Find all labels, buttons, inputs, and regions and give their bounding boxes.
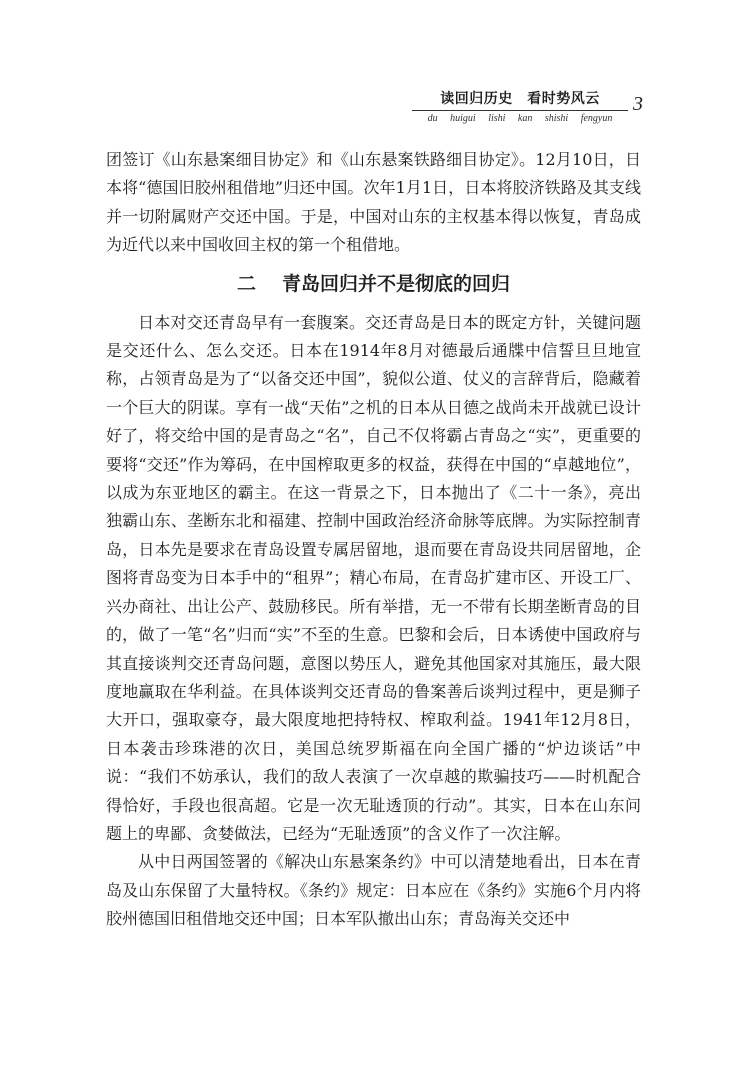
paragraph: 日本对交还青岛早有一套腹案。交还青岛是日本的既定方针，关键问题是交还什么、怎么交还。日本在1914年8月对德最后通牒中信誓旦旦地宣称，占领青岛是为了“以备交还中国”，貌似公道、仗义的言辞背后，隐藏着一个巨大的阴谋。享有一战“天佑”之机的日本从日德之战尚未开战就已设计好了，将交给中国的是青岛之“名”，自己不仅将霸占青岛之“实”，更重要的要将“交还”作为筹码，在中国榨取更多的权益，获得在中国的“卓越地位”，以成为东亚地区的霸主。在这一背景之下，日本抛出了《二十一条》，亮出独霸山东、垄断东北和福建、控制中国政治经济命脉等底牌。为实际控制青岛，日本先是要求在青岛设置专属居留地，退而要在青岛设共同居留地，企图将青岛变为日本手中的“租界”；精心布局，在青岛扩建市区、开设工厂、兴办商社、出让公产、鼓励移民。所有举措，无一不带有长期垄断青岛的目的，做了一笔“名”归而“实”不至的生意。巴黎和会后，日本诱使中国政府与其直接谈判交还青岛问题，意图以势压人，避免其他国家对其施压，最大限度地赢取在华利益。在具体谈判交还青岛的鲁案善后谈判过程中，更是狮子大开口，强取豪夺，最大限度地把持特权、榨取利益。1941年12月8日，日本袭击珍珠港的次日，美国总统罗斯福在向全国广播的“炉边谈话”中说：“我们不妨承认，我们的敌人表演了一次卓越的欺骗技巧——时机配合得恰好，手段也很高超。它是一次无耻透顶的行动”。其实，日本在山东问题上的卑鄙、贪婪做法，已经为“无耻透顶”的含义作了一次注解。 bbox=[106, 312, 641, 843]
running-header-pinyin: du huigui lishi kan shishi fengyun bbox=[427, 113, 613, 124]
header-rule bbox=[412, 110, 628, 111]
running-header-title: 读回归历史 看时势风云 bbox=[440, 91, 600, 107]
page-number: 3 bbox=[633, 93, 643, 115]
section-title: 青岛回归并不是彻底的回归 bbox=[282, 272, 511, 295]
paragraph: 从中日两国签署的《解决山东悬案条约》中可以清楚地看出，日本在青岛及山东保留了大量特权。《条约》规定：日本应在《条约》实施6个月内将胶州德国旧租借地交还中国；日本军队撤出山东；青岛海关交还中 bbox=[106, 852, 641, 929]
running-header bbox=[412, 90, 628, 125]
page-body bbox=[106, 146, 641, 934]
section-number: 二 bbox=[236, 272, 256, 295]
section-heading bbox=[106, 269, 641, 299]
paragraph-continuation: 团签订《山东悬案细目协定》和《山东悬案铁路细目协定》。12月10日，日本将“德国旧胶州租借地”归还中国。次年1月1日，日本将胶济铁路及其支线并一切附属财产交还中国。于是，中国对山东的主权基本得以恢复，青岛成为近代以来中国收回主权的第一个租借地。 bbox=[106, 150, 641, 255]
